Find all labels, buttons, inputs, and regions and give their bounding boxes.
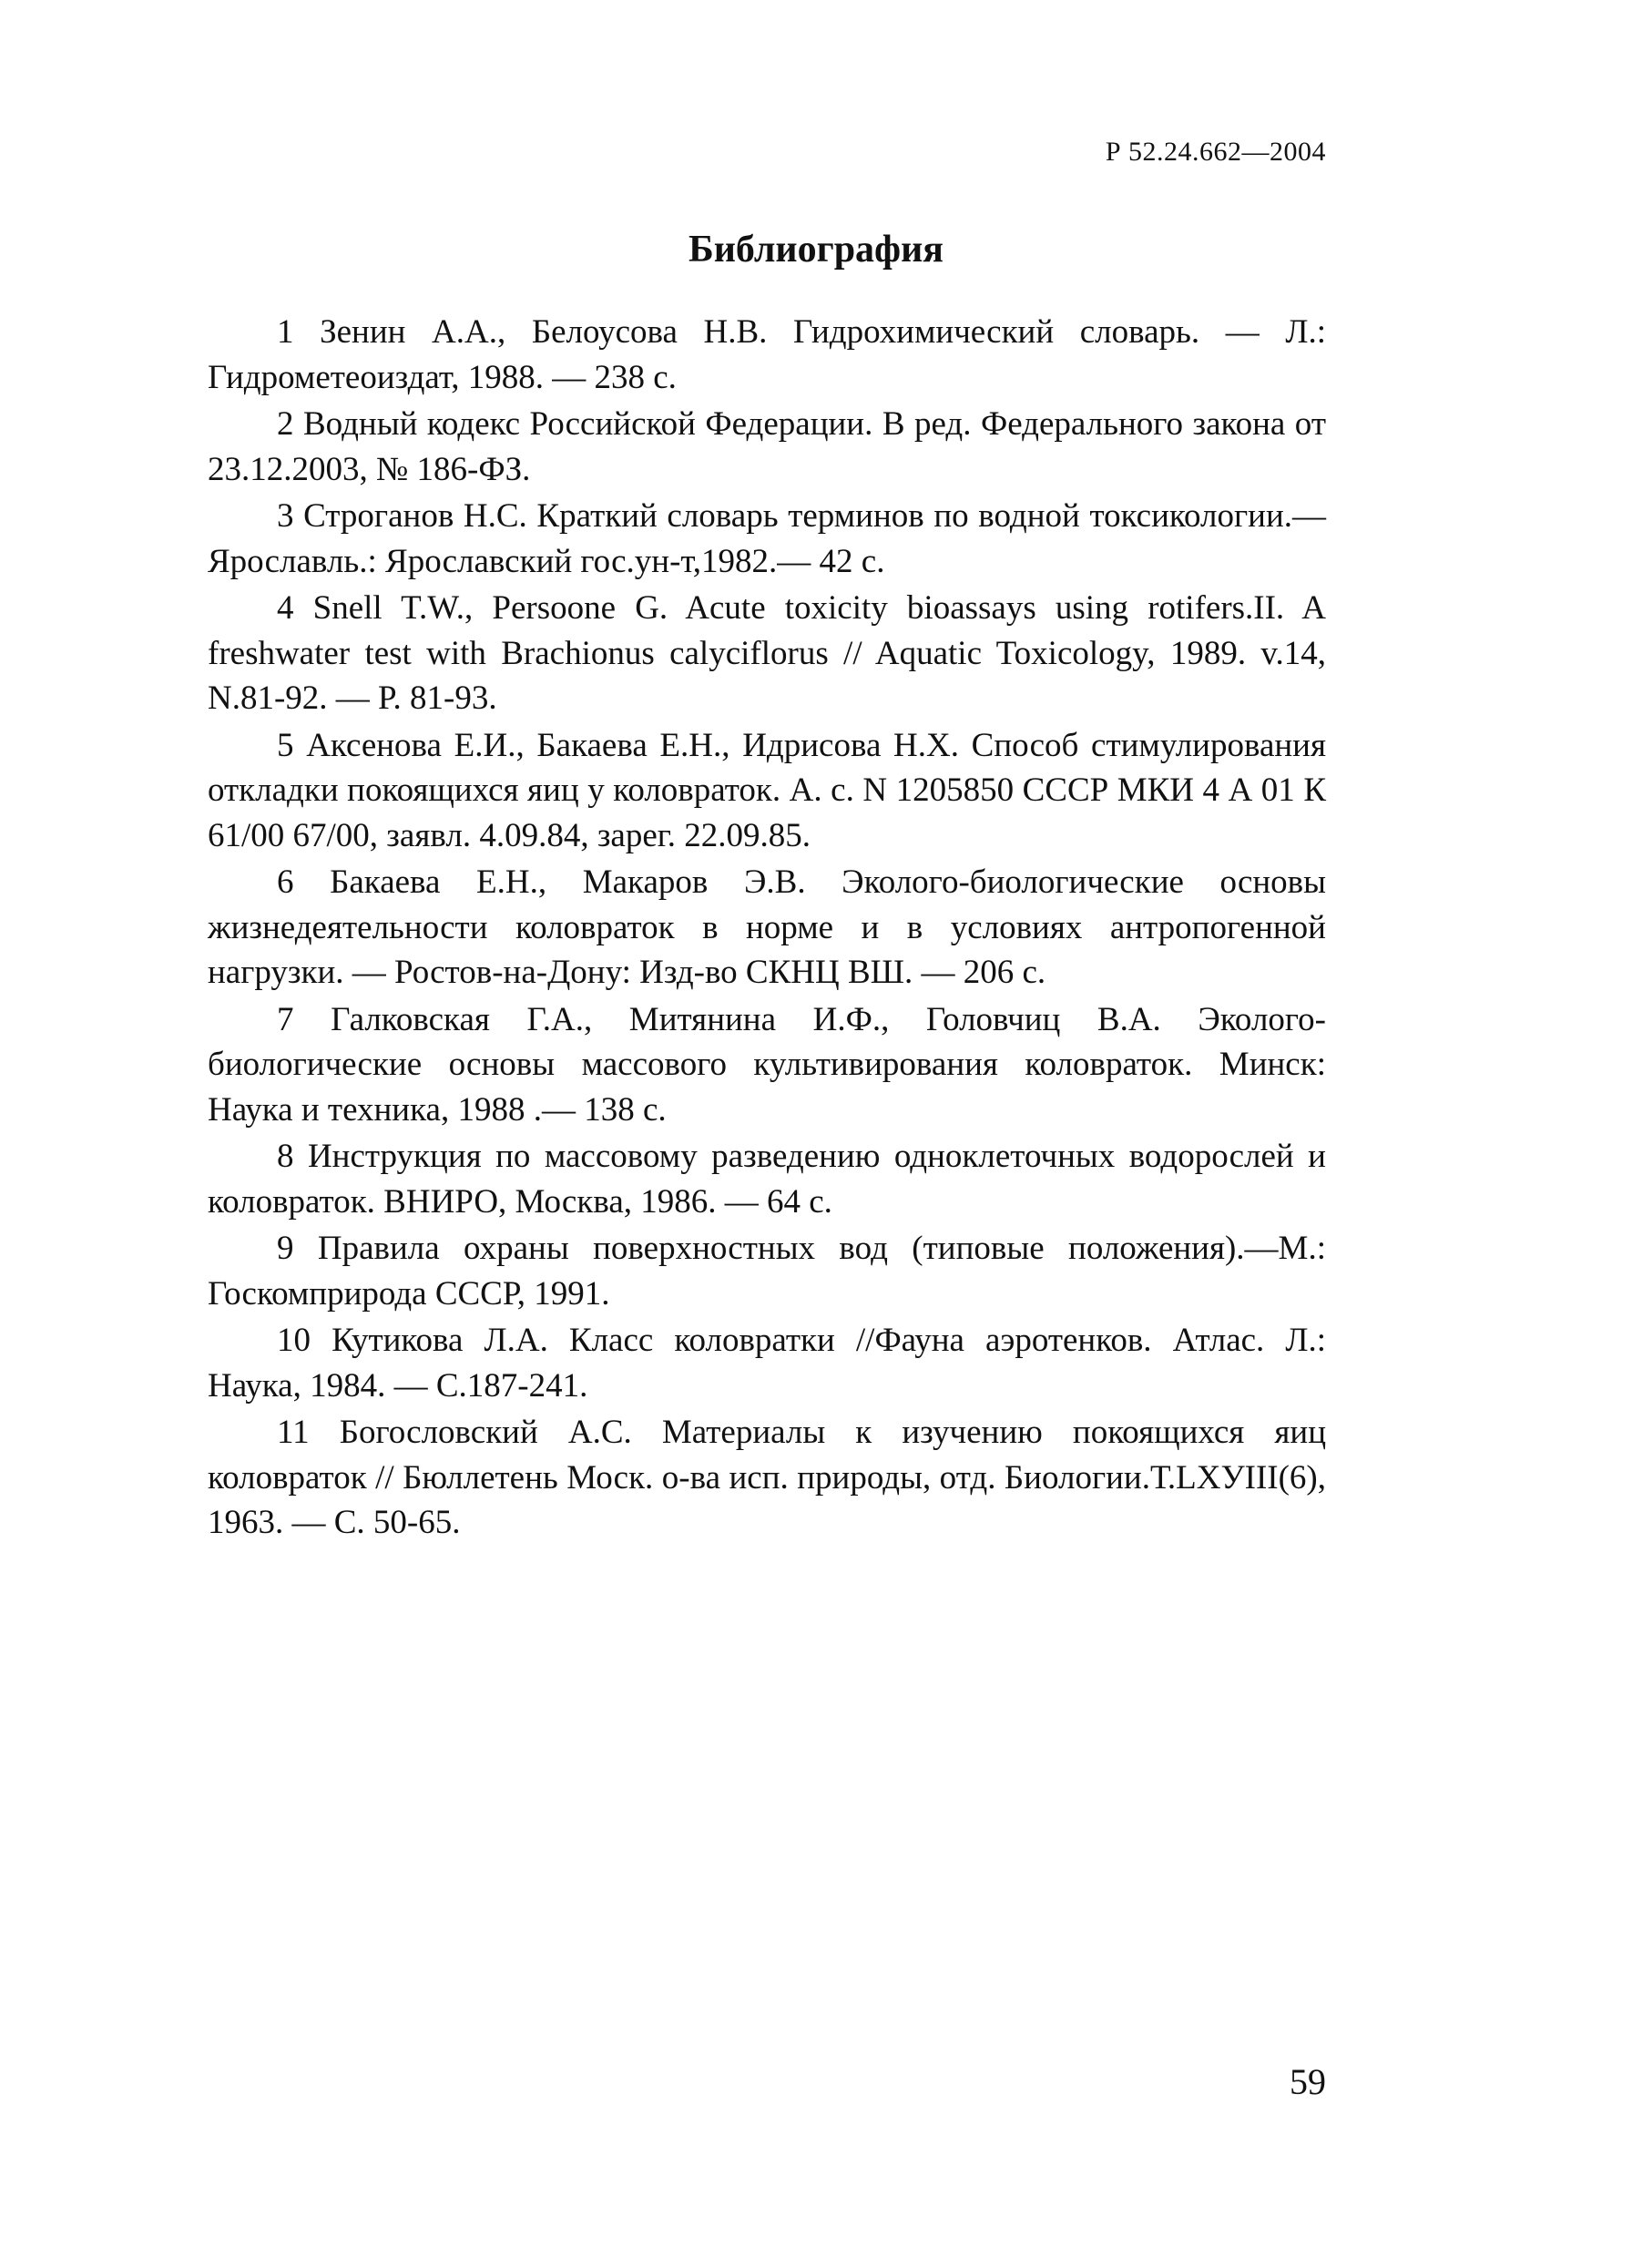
bibliography-entry-1: 1 Зенин А.А., Белоусова Н.В. Гидрохимический словарь. — Л.: Гидрометеоиздат, 1988. — 238 с. [208, 313, 1326, 396]
bibliography-entry-10: 10 Кутикова Л.А. Класс коловратки //Фауна аэротенков. Атлас. Л.: Наука, 1984. — С.187-241. [208, 1322, 1326, 1405]
bibliography-entry-2: 2 Водный кодекс Российской Федерации. В ред. Федерального закона от 23.12.2003, № 186-ФЗ. [208, 405, 1326, 488]
bibliography-entry-5: 5 Аксенова Е.И., Бакаева Е.Н., Идрисова Н.Х. Способ стимулирования откладки покоящихся яиц у коловраток. А. с. N 1205850 СССР МКИ 4 А 01 К 61/00 67/00, заявл. 4.09.84, зарег. 22.09.85. [208, 726, 1326, 854]
bibliography-entry-6: 6 Бакаева Е.Н., Макаров Э.В. Эколого-биологические основы жизнедеятельности коловраток в норме и в условиях антропогенной нагрузки. — Ростов-на-Дону: Изд-во СКНЦ ВШ. — 206 с. [208, 863, 1326, 991]
bibliography-entry-4: 4 Snell T.W., Persoone G. Acute toxicity bioassays using rotifers.II. A freshwater test with Brachionus calyciflorus // Aquatic Toxicology, 1989. v.14, N.81-92. — P. 81-93. [208, 589, 1326, 717]
document-code: Р 52.24.662—2004 [1105, 137, 1326, 167]
page-number: 59 [1290, 2061, 1326, 2102]
bibliography-entry-8: 8 Инструкция по массовому разведению одноклеточных водорослей и коловраток. ВНИРО, Москва, 1986. — 64 с. [208, 1138, 1326, 1221]
bibliography-entry-7: 7 Галковская Г.А., Митянина И.Ф., Головчиц В.А. Эколого-биологические основы массового культивирования коловраток. Минск: Наука и техника, 1988 .— 138 с. [208, 1000, 1326, 1129]
bibliography-entry-3: 3 Строганов Н.С. Краткий словарь терминов по водной токсикологии.— Ярославль.: Ярославский гос.ун-т,1982.— 42 с. [208, 497, 1326, 580]
bibliography-entry-11: 11 Богословский А.С. Материалы к изучению покоящихся яиц коловраток // Бюллетень Моск. о-ва исп. природы, отд. Биологии.Т.LXУIII(6), 1963. — С. 50-65. [208, 1414, 1326, 1541]
bibliography-list [208, 310, 1326, 1548]
bibliography-entry-9: 9 Правила охраны поверхностных вод (типовые положения).—М.: Госкомприрода СССР, 1991. [208, 1230, 1326, 1313]
page-title: Библиография [688, 229, 944, 271]
